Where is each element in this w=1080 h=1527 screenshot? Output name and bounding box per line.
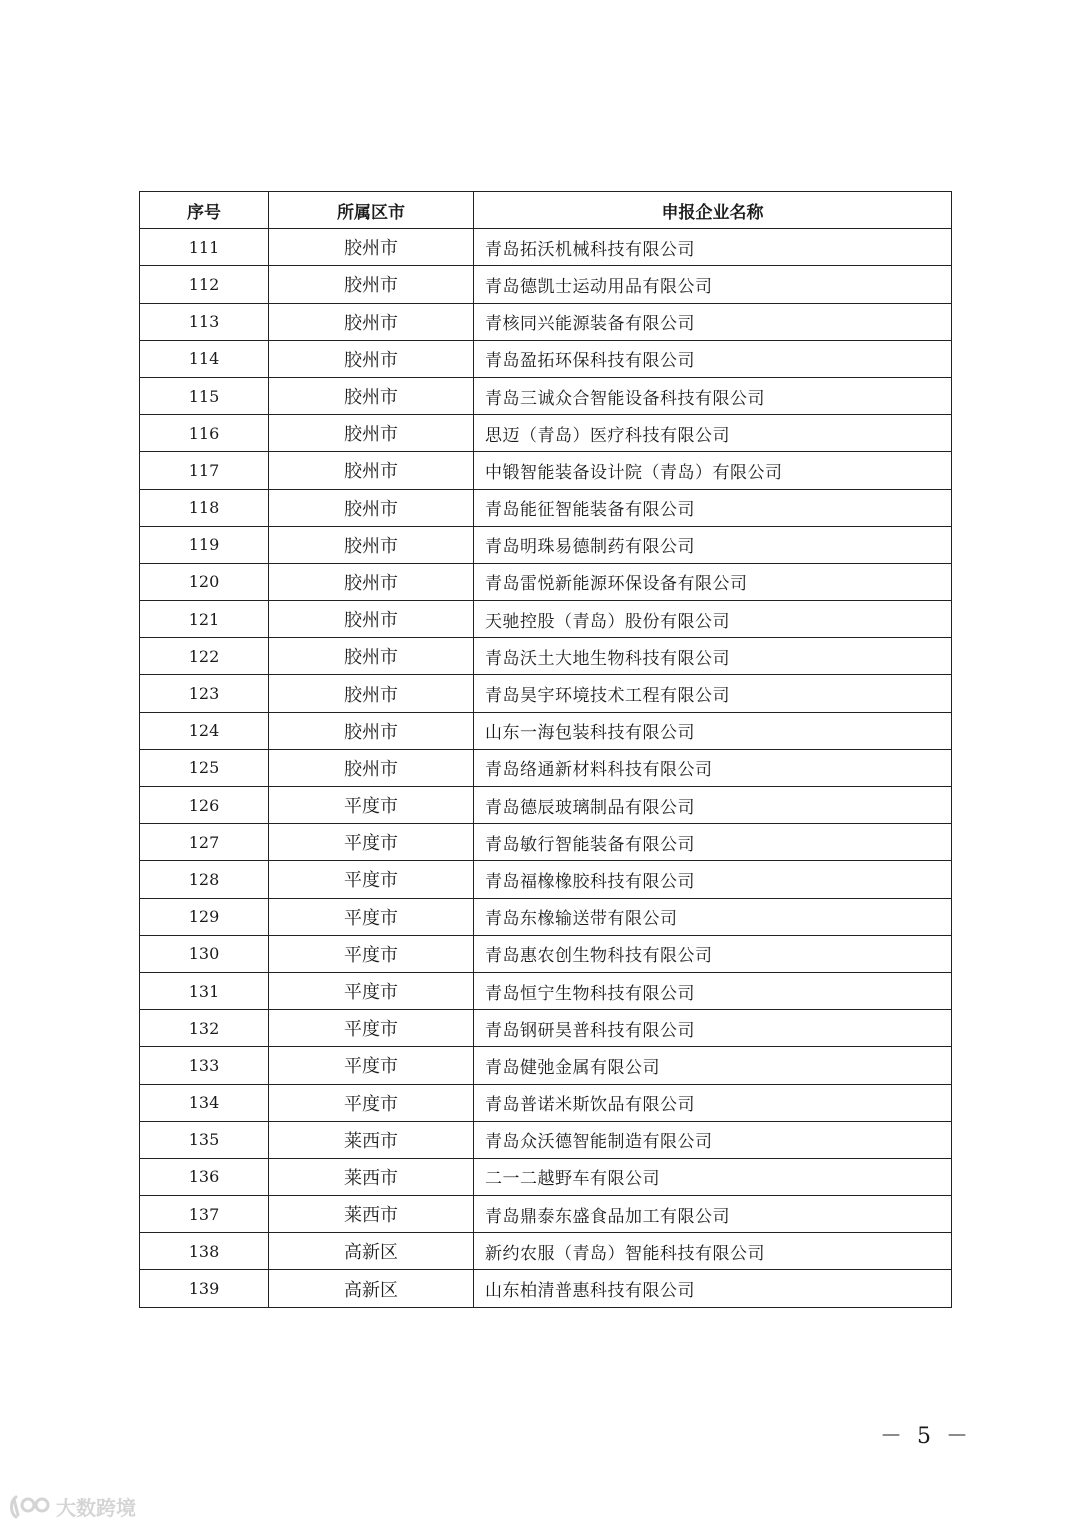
district-cell: 胶州市 <box>269 638 474 675</box>
company-name-cell: 青岛钢研昊普科技有限公司 <box>474 1010 952 1047</box>
serial-number-cell: 111 <box>140 229 269 266</box>
table-row <box>140 1270 952 1307</box>
table-row <box>140 229 952 266</box>
table-row <box>140 340 952 377</box>
company-name-cell: 青岛盈拓环保科技有限公司 <box>474 340 952 377</box>
company-name-cell: 青岛拓沃机械科技有限公司 <box>474 229 952 266</box>
company-list-table <box>139 191 952 1308</box>
serial-number-cell: 139 <box>140 1270 269 1307</box>
district-cell: 胶州市 <box>269 675 474 712</box>
serial-number-cell: 129 <box>140 898 269 935</box>
table-header <box>140 192 952 229</box>
serial-number-cell: 120 <box>140 563 269 600</box>
serial-number-cell: 123 <box>140 675 269 712</box>
table-row <box>140 1084 952 1121</box>
district-cell: 胶州市 <box>269 229 474 266</box>
company-name-cell: 青岛普诺米斯饮品有限公司 <box>474 1084 952 1121</box>
company-name-cell: 青岛雷悦新能源环保设备有限公司 <box>474 563 952 600</box>
serial-number-cell: 126 <box>140 787 269 824</box>
company-name-cell: 青岛恒宁生物科技有限公司 <box>474 972 952 1009</box>
table-row <box>140 1158 952 1195</box>
company-name-cell: 青岛敏行智能装备有限公司 <box>474 824 952 861</box>
serial-number-cell: 119 <box>140 526 269 563</box>
watermark-text: 大数跨境 <box>56 1496 136 1520</box>
table-row <box>140 563 952 600</box>
table-row <box>140 1010 952 1047</box>
table-row <box>140 675 952 712</box>
company-name-cell: 青岛昊宇环境技术工程有限公司 <box>474 675 952 712</box>
district-cell: 平度市 <box>269 1084 474 1121</box>
district-cell: 平度市 <box>269 935 474 972</box>
table-row <box>140 1196 952 1233</box>
company-name-cell: 青岛东橡输送带有限公司 <box>474 898 952 935</box>
district-cell: 胶州市 <box>269 415 474 452</box>
district-cell: 胶州市 <box>269 712 474 749</box>
company-name-cell: 新约农服（青岛）智能科技有限公司 <box>474 1233 952 1270</box>
table-row <box>140 861 952 898</box>
serial-number-cell: 122 <box>140 638 269 675</box>
serial-number-cell: 117 <box>140 452 269 489</box>
district-cell: 平度市 <box>269 824 474 861</box>
district-cell: 胶州市 <box>269 377 474 414</box>
watermark <box>8 1492 136 1521</box>
serial-number-cell: 124 <box>140 712 269 749</box>
table-row <box>140 1121 952 1158</box>
table-row <box>140 898 952 935</box>
table-row <box>140 638 952 675</box>
district-cell: 胶州市 <box>269 526 474 563</box>
company-name-cell: 青岛健弛金属有限公司 <box>474 1047 952 1084</box>
serial-number-cell: 137 <box>140 1196 269 1233</box>
company-name-cell: 天驰控股（青岛）股份有限公司 <box>474 601 952 638</box>
district-cell: 莱西市 <box>269 1196 474 1233</box>
table-row <box>140 1233 952 1270</box>
page-number: － 5 － <box>880 1424 972 1449</box>
district-cell: 高新区 <box>269 1270 474 1307</box>
district-cell: 胶州市 <box>269 452 474 489</box>
company-name-cell: 山东一海包装科技有限公司 <box>474 712 952 749</box>
district-cell: 高新区 <box>269 1233 474 1270</box>
company-name-cell: 青岛福橡橡胶科技有限公司 <box>474 861 952 898</box>
district-cell: 胶州市 <box>269 749 474 786</box>
header-district: 所属区市 <box>269 192 474 229</box>
company-name-cell: 青岛鼎泰东盛食品加工有限公司 <box>474 1196 952 1233</box>
serial-number-cell: 132 <box>140 1010 269 1047</box>
company-name-cell: 青岛明珠易德制药有限公司 <box>474 526 952 563</box>
table-row <box>140 601 952 638</box>
company-name-cell: 思迈（青岛）医疗科技有限公司 <box>474 415 952 452</box>
serial-number-cell: 138 <box>140 1233 269 1270</box>
table-row <box>140 303 952 340</box>
table-row <box>140 787 952 824</box>
table-body <box>140 229 952 1307</box>
company-name-cell: 青岛惠农创生物科技有限公司 <box>474 935 952 972</box>
company-name-cell: 青岛三诚众合智能设备科技有限公司 <box>474 377 952 414</box>
table-row <box>140 452 952 489</box>
district-cell: 胶州市 <box>269 266 474 303</box>
serial-number-cell: 130 <box>140 935 269 972</box>
table-row <box>140 415 952 452</box>
company-name-cell: 二一二越野车有限公司 <box>474 1158 952 1195</box>
serial-number-cell: 131 <box>140 972 269 1009</box>
serial-number-cell: 121 <box>140 601 269 638</box>
company-name-cell: 青岛沃土大地生物科技有限公司 <box>474 638 952 675</box>
serial-number-cell: 133 <box>140 1047 269 1084</box>
company-name-cell: 青核同兴能源装备有限公司 <box>474 303 952 340</box>
company-name-cell: 青岛众沃德智能制造有限公司 <box>474 1121 952 1158</box>
serial-number-cell: 115 <box>140 377 269 414</box>
table-row <box>140 972 952 1009</box>
district-cell: 胶州市 <box>269 489 474 526</box>
district-cell: 平度市 <box>269 1047 474 1084</box>
table-row <box>140 1047 952 1084</box>
serial-number-cell: 127 <box>140 824 269 861</box>
serial-number-cell: 125 <box>140 749 269 786</box>
table-row <box>140 935 952 972</box>
table-row <box>140 489 952 526</box>
serial-number-cell: 134 <box>140 1084 269 1121</box>
company-name-cell: 青岛德辰玻璃制品有限公司 <box>474 787 952 824</box>
serial-number-cell: 135 <box>140 1121 269 1158</box>
table-row <box>140 749 952 786</box>
header-row <box>140 192 952 229</box>
table-row <box>140 377 952 414</box>
serial-number-cell: 128 <box>140 861 269 898</box>
brand-logo-icon <box>8 1493 52 1521</box>
district-cell: 胶州市 <box>269 303 474 340</box>
district-cell: 莱西市 <box>269 1121 474 1158</box>
table-row <box>140 712 952 749</box>
table-row <box>140 824 952 861</box>
header-company-name: 申报企业名称 <box>474 192 952 229</box>
header-serial-number: 序号 <box>140 192 269 229</box>
district-cell: 胶州市 <box>269 340 474 377</box>
company-name-cell: 青岛络通新材料科技有限公司 <box>474 749 952 786</box>
district-cell: 胶州市 <box>269 563 474 600</box>
company-name-cell: 山东柏清普惠科技有限公司 <box>474 1270 952 1307</box>
district-cell: 平度市 <box>269 861 474 898</box>
company-name-cell: 青岛德凯士运动用品有限公司 <box>474 266 952 303</box>
serial-number-cell: 114 <box>140 340 269 377</box>
company-name-cell: 中锻智能装备设计院（青岛）有限公司 <box>474 452 952 489</box>
district-cell: 平度市 <box>269 787 474 824</box>
company-name-cell: 青岛能征智能装备有限公司 <box>474 489 952 526</box>
district-cell: 莱西市 <box>269 1158 474 1195</box>
table-row <box>140 526 952 563</box>
table-row <box>140 266 952 303</box>
serial-number-cell: 136 <box>140 1158 269 1195</box>
serial-number-cell: 116 <box>140 415 269 452</box>
district-cell: 胶州市 <box>269 601 474 638</box>
serial-number-cell: 113 <box>140 303 269 340</box>
district-cell: 平度市 <box>269 898 474 935</box>
district-cell: 平度市 <box>269 972 474 1009</box>
serial-number-cell: 112 <box>140 266 269 303</box>
district-cell: 平度市 <box>269 1010 474 1047</box>
serial-number-cell: 118 <box>140 489 269 526</box>
